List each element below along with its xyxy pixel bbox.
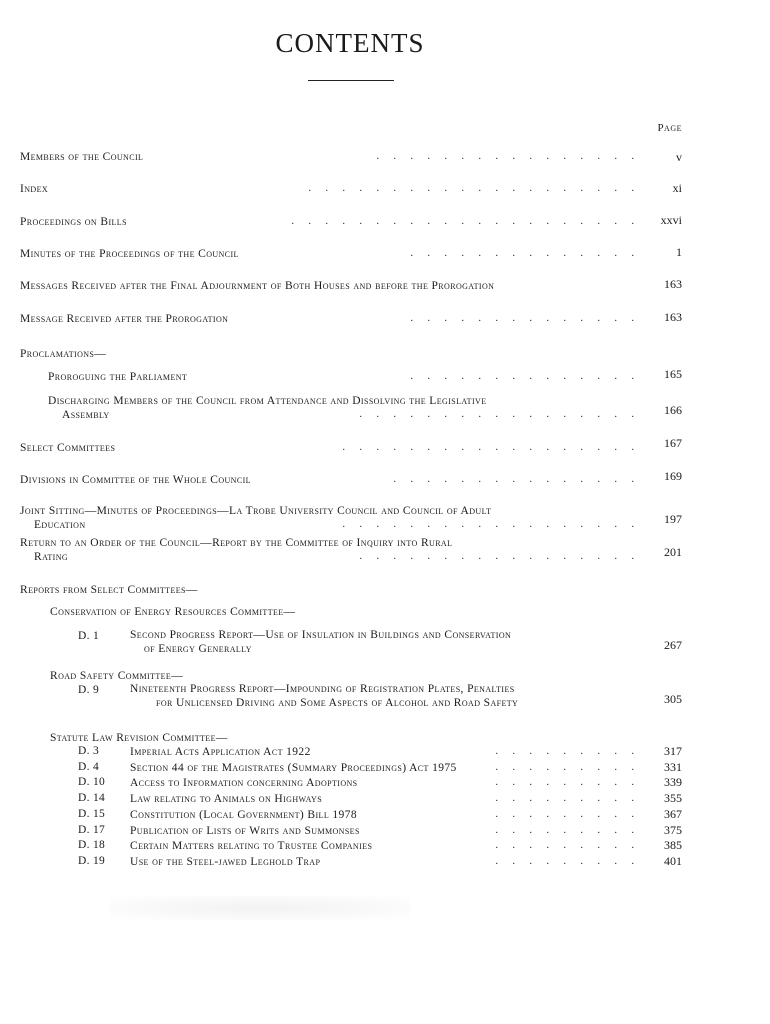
toc-entry-message-prorogation[interactable] (20, 312, 640, 326)
leader-dots: . . . . . . . . . (495, 762, 640, 773)
leader-dots: . . . . . . . . . . . . . . . . . (359, 409, 640, 420)
leader-dots: . . . . . . . . . (495, 825, 640, 836)
toc-heading-reports (20, 583, 640, 597)
toc-entry-members[interactable] (20, 150, 640, 164)
toc-entry-bills[interactable] (20, 215, 640, 229)
toc-heading-label: Reports from Select Committees— (20, 584, 198, 596)
title-rule (308, 80, 394, 81)
toc-entry-label: Minutes of the Proceedings of the Council (20, 248, 239, 260)
toc-entry-discharging[interactable] (48, 394, 640, 422)
leader-dots: . . . . . . . . . . . . . . (410, 371, 640, 382)
toc-entry-label: Proroguing the Parliament (48, 371, 188, 383)
toc-entry-report-d1[interactable] (130, 628, 640, 656)
toc-entry-label: Index (20, 183, 49, 195)
toc-entry-label-line1: Return to an Order of the Council—Report by the Committee of Inquiry into Rural (20, 537, 453, 549)
toc-entry-label: Messages Received after the Final Adjournment of Both Houses and before the Prorogation (20, 280, 495, 292)
toc-entry-label: Section 44 of the Magistrates (Summary Proceedings) Act 1975 (130, 762, 457, 774)
toc-page-number: xxvi (660, 213, 682, 227)
leader-dots: . . . . . . . . . (495, 746, 640, 757)
document-number: D. 15 (78, 808, 106, 820)
toc-entry-minutes[interactable] (20, 247, 640, 261)
toc-entry-label: Certain Matters relating to Trustee Companies (130, 840, 373, 852)
toc-page-number: 163 (664, 277, 682, 291)
toc-page-number: 305 (664, 692, 682, 706)
toc-entry-label: Constitution (Local Government) Bill 1978 (130, 809, 357, 821)
leader-dots: . . . . . . . . . (495, 856, 640, 867)
toc-page-number: v (676, 150, 682, 164)
toc-entry-divisions[interactable] (20, 473, 640, 487)
leader-dots: . . . . . . . . . . . . . . . . (376, 151, 640, 162)
scan-smudge (110, 896, 410, 920)
toc-page-number: 375 (664, 823, 682, 837)
toc-entry-statute-item[interactable] (130, 824, 640, 838)
toc-page-number: 167 (664, 436, 682, 450)
toc-entry-label-line2: Rating (34, 551, 69, 563)
toc-page-number: 385 (664, 838, 682, 852)
leader-dots: . . . . . . . . . . . . . . . . . (359, 551, 640, 562)
toc-heading-label: Proclamations— (20, 348, 107, 360)
toc-page-number: 367 (664, 807, 682, 821)
toc-page-number: 267 (664, 638, 682, 652)
toc-heading-statute-committee (50, 731, 640, 745)
toc-entry-label: Use of the Steel-jawed Leghold Trap (130, 856, 321, 868)
toc-entry-label: Select Committees (20, 442, 116, 454)
toc-entry-statute-item[interactable] (130, 855, 640, 869)
leader-dots: . . . . . . . . . . . . . . . (393, 474, 640, 485)
toc-entry-label-line1: Nineteenth Progress Report—Impounding of Registration Plates, Penalties (130, 683, 515, 695)
leader-dots: . . . . . . . . . . . . . . (410, 313, 640, 324)
document-number: D. 18 (78, 839, 106, 851)
leader-dots: . . . . . . . . . (495, 809, 640, 820)
leader-dots: . . . . . . . . . . . . . . . . . . . . (308, 183, 640, 194)
toc-heading-conservation-committee (50, 605, 640, 619)
toc-page-number: 166 (664, 403, 682, 417)
toc-page-number: 163 (664, 310, 682, 324)
toc-entry-statute-item[interactable] (130, 839, 640, 853)
toc-heading-proclamations (20, 347, 640, 361)
toc-entry-label: Divisions in Committee of the Whole Council (20, 474, 251, 486)
toc-entry-label-line2: Assembly (62, 409, 110, 421)
toc-page-number: xi (672, 181, 682, 195)
toc-entry-index[interactable] (20, 182, 640, 196)
toc-entry-label-line1: Discharging Members of the Council from Attendance and Dissolving the Legislative (48, 395, 487, 407)
document-number: D. 17 (78, 824, 106, 836)
leader-dots: . . . . . . . . . . . . . . . . . . . . . (291, 216, 640, 227)
toc-page-number: 355 (664, 791, 682, 805)
leader-dots: . . . . . . . . . (495, 777, 640, 788)
toc-entry-statute-item[interactable] (130, 776, 640, 790)
toc-entry-proroguing[interactable] (48, 370, 640, 384)
toc-entry-label-line2: Education (34, 519, 86, 531)
leader-dots: . . . . . . . . . . . . . . . . . . (342, 519, 640, 530)
leader-dots: . . . . . . . . . (495, 840, 640, 851)
toc-entry-return-order[interactable] (20, 536, 640, 564)
toc-heading-label: Road Safety Committee— (50, 670, 184, 682)
toc-entry-statute-item[interactable] (130, 808, 640, 822)
toc-entry-label: Imperial Acts Application Act 1922 (130, 746, 311, 758)
toc-entry-statute-item[interactable] (130, 761, 640, 775)
toc-entry-joint-sitting[interactable] (20, 504, 640, 532)
toc-entry-label: Publication of Lists of Writs and Summonses (130, 825, 360, 837)
toc-page-number: 401 (664, 854, 682, 868)
toc-page-number: 169 (664, 469, 682, 483)
toc-entry-label-line1: Joint Sitting—Minutes of Proceedings—La Trobe University Council and Council of Adult (20, 505, 492, 517)
toc-heading-label: Statute Law Revision Committee— (50, 732, 228, 744)
leader-dots: . . . . . . . . . (495, 793, 640, 804)
toc-page-number: 339 (664, 775, 682, 789)
page-title: CONTENTS (275, 28, 425, 58)
document-number: D. 1 (78, 630, 100, 642)
toc-page-number: 165 (664, 367, 682, 381)
toc-entry-label: Law relating to Animals on Highways (130, 793, 323, 805)
toc-entry-label-line1: Second Progress Report—Use of Insulation in Buildings and Conservation (130, 629, 512, 641)
toc-entry-statute-item[interactable] (130, 745, 640, 759)
document-number: D. 3 (78, 745, 100, 757)
toc-entry-select-committees[interactable] (20, 441, 640, 455)
toc-heading-label: Conservation of Energy Resources Committee— (50, 606, 296, 618)
toc-entry-label-line2: of Energy Generally (144, 643, 252, 655)
leader-dots: . . . . . . . . . . . . . . (410, 248, 640, 259)
toc-entry-label: Members of the Council (20, 151, 144, 163)
toc-entry-messages-adjournment[interactable] (20, 279, 640, 293)
toc-page-number: 317 (664, 744, 682, 758)
page-column-header: Page (657, 122, 682, 134)
document-number: D. 10 (78, 776, 106, 788)
toc-entry-label: Proceedings on Bills (20, 216, 127, 228)
document-number: D. 14 (78, 792, 106, 804)
document-number: D. 19 (78, 855, 106, 867)
toc-page-number: 197 (664, 512, 682, 526)
toc-entry-label: Access to Information concerning Adoptions (130, 777, 358, 789)
toc-entry-report-d9[interactable] (130, 682, 640, 710)
toc-heading-road-safety-committee (50, 669, 640, 683)
document-number: D. 9 (78, 684, 100, 696)
toc-page-number: 201 (664, 545, 682, 559)
toc-entry-label: Message Received after the Prorogation (20, 313, 229, 325)
toc-entry-label-line2: for Unlicensed Driving and Some Aspects of Alcohol and Road Safety (156, 697, 519, 709)
document-number: D. 4 (78, 761, 100, 773)
toc-page-number: 331 (664, 760, 682, 774)
toc-entry-statute-item[interactable] (130, 792, 640, 806)
toc-page-number: 1 (676, 245, 682, 259)
leader-dots: . . . . . . . . . . . . . . . . . . (342, 442, 640, 453)
